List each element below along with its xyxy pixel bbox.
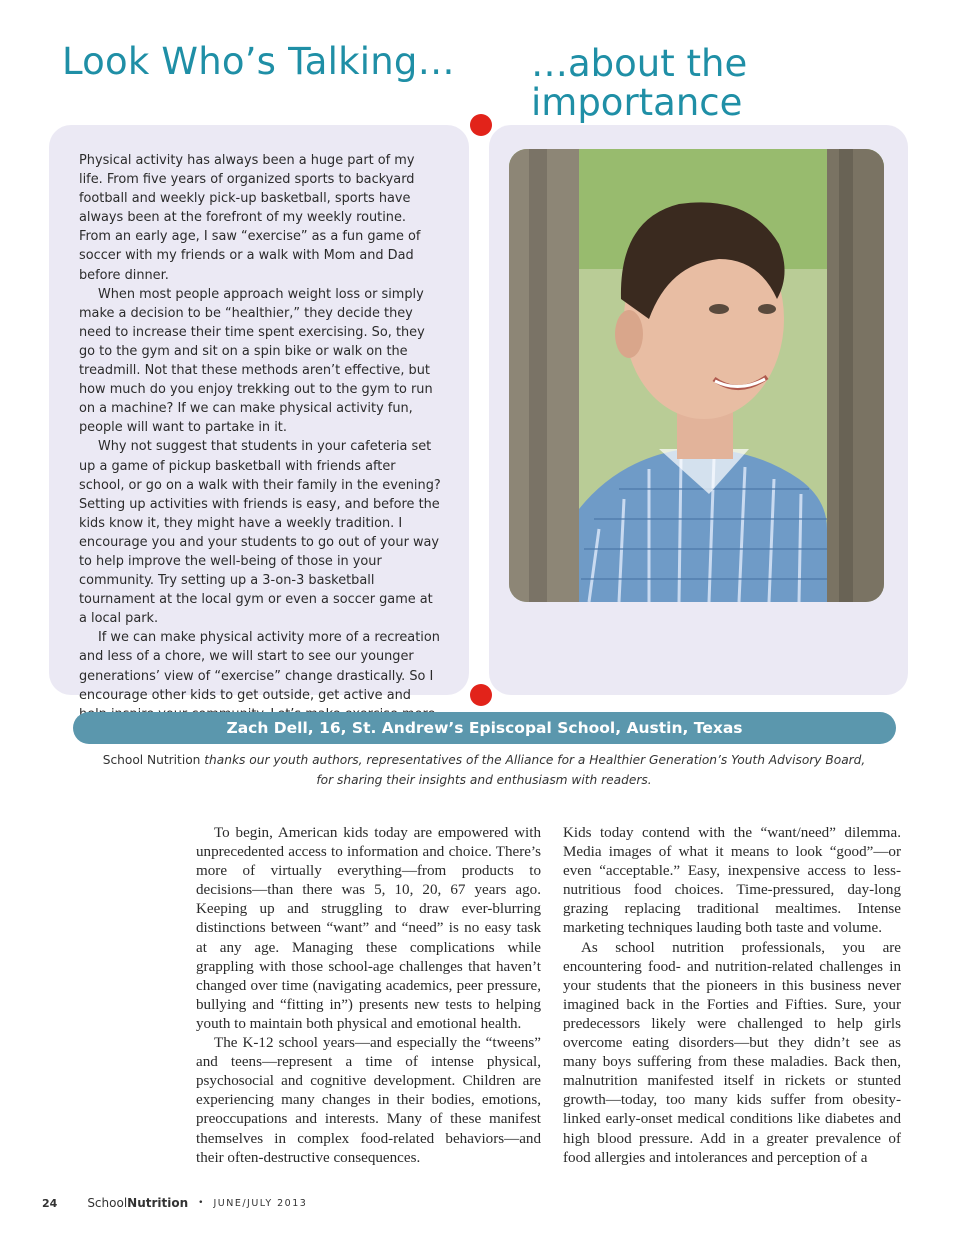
article-paragraph: Kids today contend with the “want/need” dilemma. Media images of what it means to look “good”—or even “acceptable.” Easy, inexpensive access to less-nutritious food choices. Time-pressured, day-long grazing replacing traditional mealtimes. Intense marketing techniques lauding both taste and volume. <box>563 825 901 937</box>
magazine-logo-bold: Nutrition <box>127 1196 189 1210</box>
article-paragraph: The K-12 school years—and especially the “tweens” and teens—represent a time of intense physical, psychosocial and cognitive development. Children are experiencing many changes in their bodies, emotions, preoccupations and interests. Many of these manifest themselves in complex food-related behaviors—and their often-destructive consequences. <box>196 1035 541 1166</box>
acknowledgement-line1: thanks our youth authors, representatives of the Alliance for a Healthier Generation’s Youth Advisory Board, <box>200 753 866 767</box>
article-paragraph: As school nutrition professionals, you are encountering food- and nutrition-related challenges in your students that the pioneers in this business never imagined back in the Forties and Fifties. Sure, your predecessors likely were challenged to help girls overcome eating disorders—but they didn’t see as many boys suffering from these maladies. Back then, malnutrition manifested itself in rickets or stunted growth—today, too many kids suffer from obesity-linked early-onset medical conditions like diabetes and high blood pressure. Add in a greater prevalence of food allergies and intolerances and perception of a <box>563 939 901 1166</box>
author-byline: Zach Dell, 16, St. Andrew’s Episcopal School, Austin, Texas <box>73 712 896 744</box>
essay-paragraph: Physical activity has always been a huge part of my life. From five years of organized sports to backyard football and weekly pick-up basketball, sports have always been at the forefront of my weekly routine. From an early age, I saw “exercise” as a fun game of soccer with my friends or a walk with Mom and Dad before dinner. <box>79 153 421 283</box>
headline-left: Look Who’s Talking… <box>62 40 455 83</box>
essay-paragraph: When most people approach weight loss or simply make a decision to be “healthier,” they decide they need to increase their time spent exercising. So, they go to the gym and sit on a spin bike or walk on the treadmill. Not that these methods aren’t effective, but how much do you enjoy trekking out to the gym to run on a machine? If we can make physical activity fun, people will want to partake in it. <box>79 286 433 436</box>
decorative-dot-top <box>470 114 492 136</box>
acknowledgement <box>100 751 868 790</box>
article-column-left <box>196 824 541 1168</box>
essay-paragraph: Why not suggest that students in your cafeteria set up a game of pickup basketball with friends after school, or go on a walk with their family in the evening? Setting up activities with friends is easy, and before the kids know it, they might have a weekly tradition. I encourage you and your students to go out of your way to help improve the well-being of those in your community. Try setting up a 3-on-3 basketball tournament at the local gym or even a soccer game at a local park. <box>79 439 441 627</box>
youth-essay <box>79 151 441 743</box>
acknowledgement-line2: for sharing their insights and enthusiasm with readers. <box>316 772 652 787</box>
essay-paragraph: If we can make physical activity more of a recreation and less of a chore, we will start to see our younger generations’ view of “exercise” change drastically. So I encourage other kids to get outside, get active and <box>79 630 440 703</box>
page-number: 24 <box>42 1196 58 1210</box>
magazine-name: School Nutrition <box>102 753 201 767</box>
article-paragraph: To begin, American kids today are empowered with unprecedented access to information and choice. There’s more of virtually everything—from products to decisions—than there was 5, 10, 20, 67 years ago. Keeping up and struggling to draw ever-blurring distinctions between “want” and “need” is no easy task at any age. Managing these complications while grappling with those school-age challenges that haven’t changed over time (navigating academics, peer pressure, bullying and “fitting in”) presents new tests to helping youth to maintain both physical and emotional health. <box>196 825 541 1032</box>
author-portrait-photo <box>509 149 884 602</box>
magazine-logo-prefix: School <box>87 1196 128 1210</box>
magazine-logo <box>87 1196 188 1210</box>
headline-right-line1: …about the importance <box>531 42 748 124</box>
page-footer <box>42 1195 307 1211</box>
portrait-illustration <box>509 149 884 602</box>
footer-separator: • <box>198 1198 204 1208</box>
issue-date: JUNE/JULY 2013 <box>213 1197 308 1209</box>
article-column-right <box>563 824 901 1168</box>
decorative-dot-bottom <box>470 684 492 706</box>
